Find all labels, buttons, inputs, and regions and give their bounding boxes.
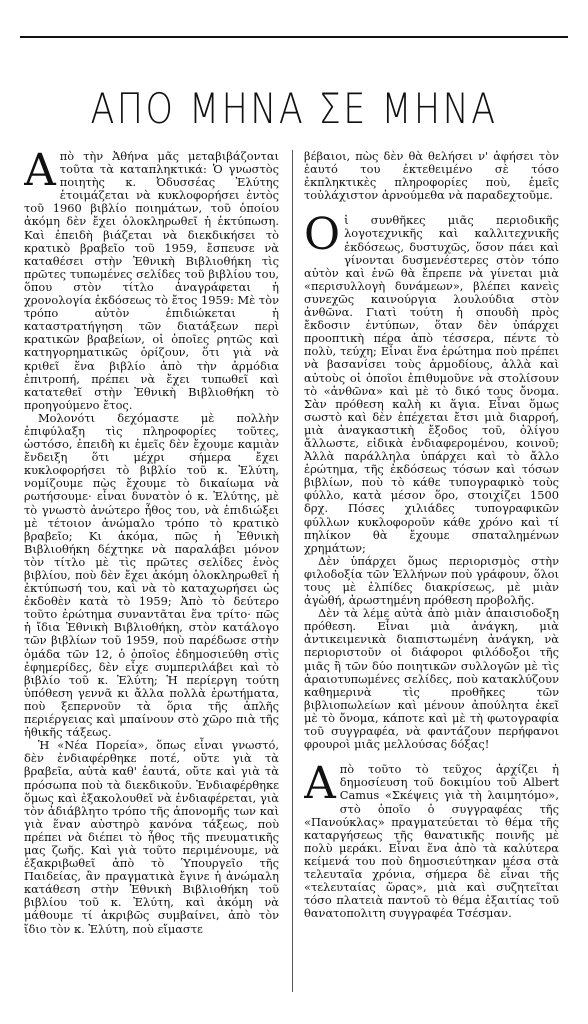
column-divider [292, 150, 293, 992]
article-paragraph: Ἡ «Νέα Πορεία», ὅπως εἶναι γνωστό, δὲν ἐνδιαφέρθηκε ποτέ, οὔτε γιὰ τὰ βραβεῖα, αὐτὰ καθ' ἑαυτά, οὔτε καὶ γιὰ τὰ πρόσωπα ποὺ τὰ διεκδικοῦν. Ἐνδιαφέρθηκε ὅμως καὶ ἐξακολουθεῖ νὰ ἐνδιαφέρεται, γιὰ τὸν ἀδιάβλητο τρόπο τῆς ἀπονομῆς των καὶ γιὰ ἕναν αὐστηρὸ κανόνα τάξεως, ποὺ πρέπει νὰ διέπει τὸ ἦθος τῆς πνευματικῆς μας ζωῆς. Καὶ γιὰ τοῦτο περιμένουμε, νὰ ἐξακριβωθεῖ ἀπὸ τὸ Ὑπουργεῖο τῆς Παιδείας, ἂν πραγματικὰ ἔγινε ἡ ἀνώμαλη κατάθεση στὴν Ἐθνικὴ Βιβλιοθήκη τοῦ βιβλίου τοῦ κ. Ἐλύτη, καὶ ἀκόμη νὰ μάθουμε τί ἀκριβῶς συμβαίνει, ἀπὸ τὸν ἴδιο τὸν κ. Ἐλύτη, ποὺ εἴμαστε [24, 738, 279, 936]
article-paragraph: Μολονότι δεχόμαστε μὲ πολλὴν ἐπιφύλαξη τὶς πληροφορίες τοῦτες, ὡστόσο, ἐπειδὴ κι ἐμεῖς δὲν ἔχουμε καμιὰν ἔνδειξη ὅτι μέχρι σήμερα ἔχει κυκλοφορήσει τὸ βιβλίο τοῦ κ. Ἐλύτη, νομίζουμε πὼς ἔχουμε τὸ δικαίωμα νὰ ρωτήσουμε· εἶναι δυνατὸν ὁ κ. Ἐλύτης, μὲ τὸ γνωστὸ ἀνώτερο ἦθος του, νὰ ἐπιδιώξει μὲ τέτοιον ἀνώμαλο τρόπο τὸ κρατικὸ βραβεῖο; Κι ἀκόμα, πῶς ἡ Ἐθνικὴ Βιβλιοθήκη δέχτηκε νὰ παραλάβει μόνον τὸν τίτλο μὲ τὶς πρῶτες σελίδες ἑνὸς βιβλίου, ποὺ δὲν ἔχει ἀκόμη ὁλοκληρωθεῖ ἡ ἐκτύπωσή του, καὶ νὰ τὸ καταχωρήσει ὡς ἐκδοθὲν κατὰ τὸ 1959; Ἀπὸ τὸ δεύτερο τοῦτο ἐρώτημα συναντᾶται ἕνα τρίτο· πῶς ἡ ἴδια Ἐθνικὴ Βιβλιοθήκη, στὸν κατάλογο τῶν βιβλίων τοῦ 1959, ποὺ παρέδωσε στὴν ὁμάδα τῶν 12, ὁ ὁποῖος ἐδημοσιεύθη στὶς ἐφημερίδες, δὲν εἶχε συμπεριλάβει καὶ τὸ βιβλίο τοῦ κ. Ἐλύτη; Ἡ περίεργη τούτη ὑπόθεση γεννᾶ κι ἄλλα πολλὰ ἐρωτήματα, ποὺ ξεπερνοῦν τὰ ὅρια τῆς ἁπλῆς περιέργειας καὶ μπαίνουν στὸ χῶρο πιὰ τῆς ἠθικῆς τάξεως. [24, 410, 279, 740]
article-paragraph [24, 150, 279, 412]
page-title: ΑΠΟ ΜΗΝΑ ΣΕ ΜΗΝΑ [90, 84, 498, 133]
paragraph-text: ἱ συνθῆκες μιᾶς περιοδικῆς λογοτεχνικῆς καὶ καλλιτεχνικῆς ἐκδόσεως, δυστυχῶς, ὅσον πάει καὶ γίνονται δυσμενέστερες στὸν τόπο αὐτὸν καὶ ἐνῶ θὰ ἔπρεπε νὰ γίνεται μιὰ «περισυλλογὴ δυνάμεων», βλέπει κανεὶς συνεχῶς καινούργια λουλούδια στὸν ἀνθῶνα. Γιατὶ τούτη ἡ σπουδὴ πρὸς ἔκδοσιν ἐντύπων, ὅταν δὲν ὑπάρχει προοπτικὴ πέρα ἀπὸ τέσσερα, πέντε τὸ πολὺ, τεύχη; Εἶναι ἕνα ἐρώτημα ποὺ πρέπει νὰ βασανίσει τοὺς ἁρμοδίους, ἀλλὰ καὶ αὐτοὺς οἱ ὁποῖοι ἐπιθυμοῦνε νὰ στολίσουν τὸ «ἀνθῶνα» καὶ μὲ τὸ δικό τους ὄνομα. Σὰν πρόθεση καλὴ κι ἅγια. Εἶναι ὅμως σωστὸ καὶ δὲν ἐπέχεται ἔτσι μιὰ διαρροή, μιὰ ἀναγκαστικὴ ἔξοδος τοῦ, ὀλίγου ἄλλωστε, εἰδικὰ ἐνδιαφερομένου, κοινοῦ; Ἀλλὰ παράλληλα ὑπάρχει καὶ τὸ ἄλλο ἐρώτημα, τῆς ἐκδόσεως τόσων καὶ τόσων βιβλίων, ποὺ τὸ κάθε τυπογραφικὸ τοὺς φύλλο, κατὰ μέσον ὅρο, στοιχίζει 1500 δρχ. Πόσες χιλιάδες τυπογραφικῶν φύλλων κυκλοφοροῦν κάθε χρόνο καὶ τί πηλίκον θὰ ἔχουμε σπαταλημένων χρημάτων; [304, 213, 559, 555]
left-column [24, 150, 279, 1004]
article-paragraph: Δὲν τὰ λέμε αὐτὰ ἀπὸ μιὰν ἀπαισιοδοξη πρόθεση. Εἶναι μιὰ ἀνάγκη, μιὰ ἀντικειμενικὰ διαπιστωμένη ἀνάγκη, νὰ περιοριστοῦν οἱ διάφοροι φιλόδοξοι τῆς μιᾶς ἢ τῶν δύο ποιητικῶν συλλογῶν μὲ τὶς ἀραιοτυπωμένες σελίδες, ποὺ κατακλύζουν καθημερινὰ τὶς προθῆκες τῶν βιβλιοπωλείων καὶ μένουν ἀπούλητα ἐκεῖ μὲ τὸ ὄνομα, κάποτε καὶ μὲ τὴ φωτογραφία τοῦ συγγραφέα, νὰ φαντάζουν περήφανοι φρουροὶ μιᾶς μελλούσας δόξας! [304, 606, 559, 752]
article-paragraph: βέβαιοι, πὼς δὲν θὰ θελήσει ν' ἀφήσει τὸν ἑαυτό του ἐκτεθειμένο σὲ τόσο ἐκπληκτικὲς πληροφορίες ποὺ, ἐμεῖς τοὐλάχιστον ἀρνούμεθα νὰ παραδεχτοῦμε. [304, 150, 559, 203]
drop-cap: Α [304, 758, 336, 810]
article-paragraph [304, 758, 559, 921]
drop-cap: Α [24, 150, 56, 196]
paragraph-text: πὸ τοῦτο τὸ τεῦχος ἀρχίζει ἡ δημοσίευση τοῦ δοκιμίου τοῦ Albert Camus «Σκέψεις γιὰ τὴ λαιμητόμο», στὸ ὁποῖο ὁ συγγραφέας τῆς «Πανούκλας» πραγματεύεται τὸ θέμα τῆς καταργήσεως τῆς θανατικῆς ποινῆς μὲ πολὺ μεράκι. Εἶναι ἕνα ἀπὸ τὰ καλύτερα κείμενά του ποὺ δημοσιεύτηκαν μέσα στὰ τελευταῖα χρόνια, σήμερα δὲ εἶναι τῆς «τελευταίας ὥρας», μιὰ καὶ συζητεῖται τόσο πλατειὰ παντοῦ τὸ θέμα ἐξαιτίας τοῦ θανατοπολιτη συγγραφέα Τσέσμαν. [304, 762, 559, 921]
right-column [304, 150, 559, 1004]
top-rule [20, 36, 568, 38]
drop-cap: Ο [304, 209, 341, 261]
article-paragraph: Δὲν ὑπάρχει ὅμως περιορισμὸς στὴν φιλοδοξία τῶν Ἑλλήνων ποὺ γράφουν, ὅλοι τους μὲ ἐλπίδες διακρίσεως, μὲ μιὰν ἀγὼθή, ἀρωστημένη πρόθεση προβολῆς. [304, 553, 559, 608]
article-paragraph [304, 209, 559, 555]
paragraph-text: πὸ τὴν Ἀθήνα μᾶς μεταβιβάζονται τοῦτα τὰ καταπληκτικά: Ὁ γνωστὸς ποιητὴς κ. Ὀδυσσέας Ἐλύτης ἑτοιμάζεται νὰ κυκλοφορήσει ἐντὸς τοῦ 1960 βιβλίο ποιημάτων, τοῦ ὁποίου ἀκόμη δὲν ἔχει ὁλοκληρωθεῖ ἡ ἐκτύπωση. Καὶ ἐπειδὴ βιάζεται νὰ διεκδικήσει τὸ κρατικὸ βραβεῖο τοῦ 1959, ἔσπευσε νὰ καταθέσει στὴν Ἐθνικὴ Βιβλιοθήκη τὶς πρῶτες τυπωμένες σελίδες τοῦ βιβλίου του, ὅπου στὸν τίτλο ἀναγράφεται ἡ χρονολογία ἐκδόσεως τὸ ἔτος 1959: Μὲ τὸν τρόπο αὐτὸν ἐπιδιώκεται ἡ καταστρατήγηση τῶν διατάξεων περὶ κρατικῶν βραβείων, οἱ ὁποῖες ρητῶς καὶ κατηγορηματικῶς ὁρίζουν, ὅτι γιὰ νὰ κριθεῖ ἕνα βιβλίο ἀπὸ τὴν ἁρμόδια ἐπιτροπή, πρέπει νὰ ἔχει τυπωθεῖ καὶ κατατεθεῖ στὴν Ἐθνικὴ Βιβλιοθήκη τὸ προηγούμενο ἔτος. [24, 150, 279, 412]
